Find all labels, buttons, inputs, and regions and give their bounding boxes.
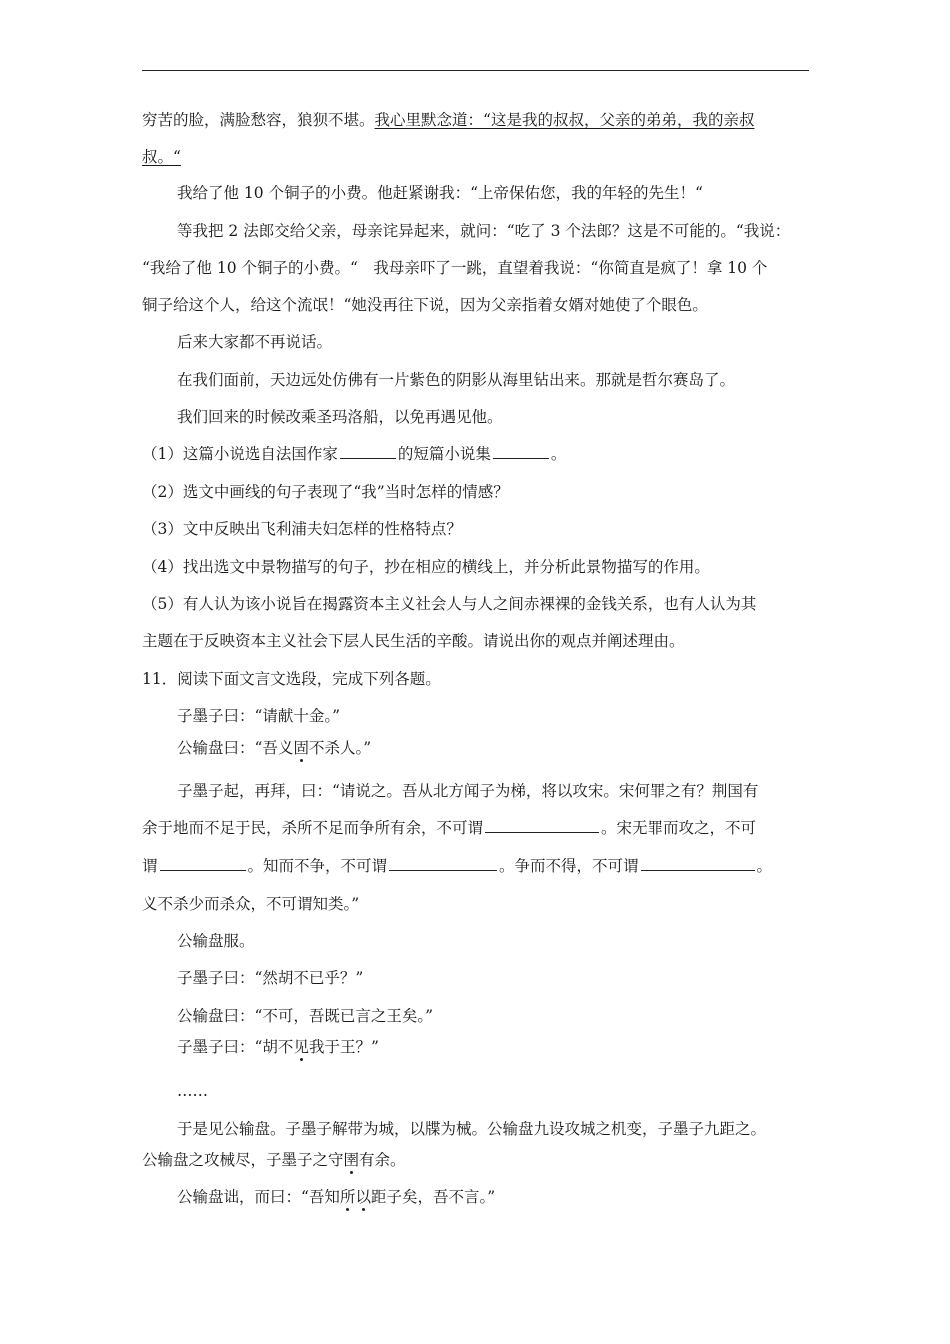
emphasis-dot-char: 以 bbox=[355, 1188, 371, 1206]
section-heading: 11．阅读下面文言文选段，完成下列各题。 bbox=[142, 670, 441, 688]
passage-line: 我们回来的时候改乘圣玛洛船，以免再遇见他。 bbox=[177, 408, 503, 426]
question-5: 主题在于反映资本主义社会下层人民生活的辛酸。请说出你的观点并阐述理由。 bbox=[142, 632, 685, 650]
underlined-sentence: 叔。“ bbox=[142, 148, 181, 166]
classical-line: 公输盘之攻械尽，子墨子之守圉有余。 bbox=[142, 1151, 406, 1169]
emphasis-dot-char: 固 bbox=[293, 739, 309, 757]
underlined-sentence: 我心里默念道：“这是我的叔叔，父亲的弟弟，我的亲叔 bbox=[374, 111, 755, 129]
emphasis-dot-char: 圉 bbox=[343, 1151, 360, 1169]
answer-blank[interactable] bbox=[485, 817, 599, 833]
passage-line: 后来大家都不再说话。 bbox=[177, 333, 333, 351]
passage-line bbox=[142, 146, 181, 168]
answer-blank[interactable] bbox=[493, 443, 549, 459]
classical-line: 公输盘曰：“不可，吾既已言之王矣。” bbox=[177, 1007, 434, 1025]
passage-text: 穷苦的脸，满脸愁容，狼狈不堪。 bbox=[142, 111, 375, 129]
question-5: （5）有人认为该小说旨在揭露资本主义社会人与人之间赤裸裸的金钱关系，也有人认为其 bbox=[142, 595, 757, 613]
classical-line: 公输盘服。 bbox=[177, 932, 255, 950]
question-1: （1）这篇小说选自法国作家 的短篇小说集 。 bbox=[142, 445, 567, 463]
passage-line: 我给了他 10 个铜子的小费。他赶紧谢我：“上帝保佑您，我的年轻的先生！“ bbox=[177, 184, 703, 202]
answer-blank[interactable] bbox=[389, 855, 497, 871]
passage-line: “我给了他 10 个铜子的小费。“ 我母亲吓了一跳，直望着我说：“你简直是疯了！拿 10 个 bbox=[142, 259, 768, 277]
classical-line: 子墨子起，再拜，曰：“请说之。吾从北方闻子为梯，将以攻宋。宋何罪之有？荆国有 bbox=[177, 782, 759, 800]
classical-line: 于是见公输盘。子墨子解带为城，以牒为械。公输盘九设攻城之机变，子墨子九距之。 bbox=[177, 1120, 767, 1138]
classical-line: 子墨子曰：“然胡不已乎？” bbox=[177, 969, 364, 987]
classical-line: 公输盘曰：“吾义固不杀人。” bbox=[177, 739, 372, 757]
answer-blank[interactable] bbox=[340, 443, 396, 459]
passage-line: 铜子给这个人，给这个流氓！“她没再往下说，因为父亲指着女婿对她使了个眼色。 bbox=[142, 296, 708, 314]
header-rule bbox=[142, 70, 809, 71]
classical-line: 公输盘诎，而曰：“吾知所以距子矣，吾不言。” bbox=[177, 1188, 496, 1206]
passage-line: 在我们面前，天边远处仿佛有一片紫色的阴影从海里钻出来。那就是哲尔赛岛了。 bbox=[177, 371, 736, 389]
question-3: （3）文中反映出飞利浦夫妇怎样的性格特点？ bbox=[142, 520, 462, 538]
classical-line: 谓 。知而不争，不可谓 。争而不得，不可谓 。 bbox=[142, 857, 773, 875]
question-2: （2）选文中画线的句子表现了“我”当时怎样的情感？ bbox=[142, 483, 509, 501]
classical-line: 余于地而不足于民，杀所不足而争所有余，不可谓 。宋无罪而攻之，不可 bbox=[142, 819, 757, 837]
passage-line bbox=[142, 109, 754, 131]
question-4: （4）找出选文中景物描写的句子，抄在相应的横线上，并分析此景物描写的作用。 bbox=[142, 558, 710, 576]
passage-line: 等我把 2 法郎交给父亲，母亲诧异起来，就问：“吃了 3 个法郎？这是不可能的。“我说： bbox=[177, 222, 791, 240]
answer-blank[interactable] bbox=[641, 855, 755, 871]
classical-line: 子墨子曰：“请献十金。” bbox=[177, 707, 341, 725]
emphasis-dot-char: 见 bbox=[293, 1038, 309, 1056]
emphasis-dot-char: 所 bbox=[339, 1188, 356, 1206]
classical-line: 子墨子曰：“胡不见我于王？” bbox=[177, 1038, 379, 1056]
answer-blank[interactable] bbox=[160, 855, 246, 871]
ellipsis: …… bbox=[177, 1082, 208, 1100]
classical-line: 义不杀少而杀众，不可谓知类。” bbox=[142, 895, 360, 913]
